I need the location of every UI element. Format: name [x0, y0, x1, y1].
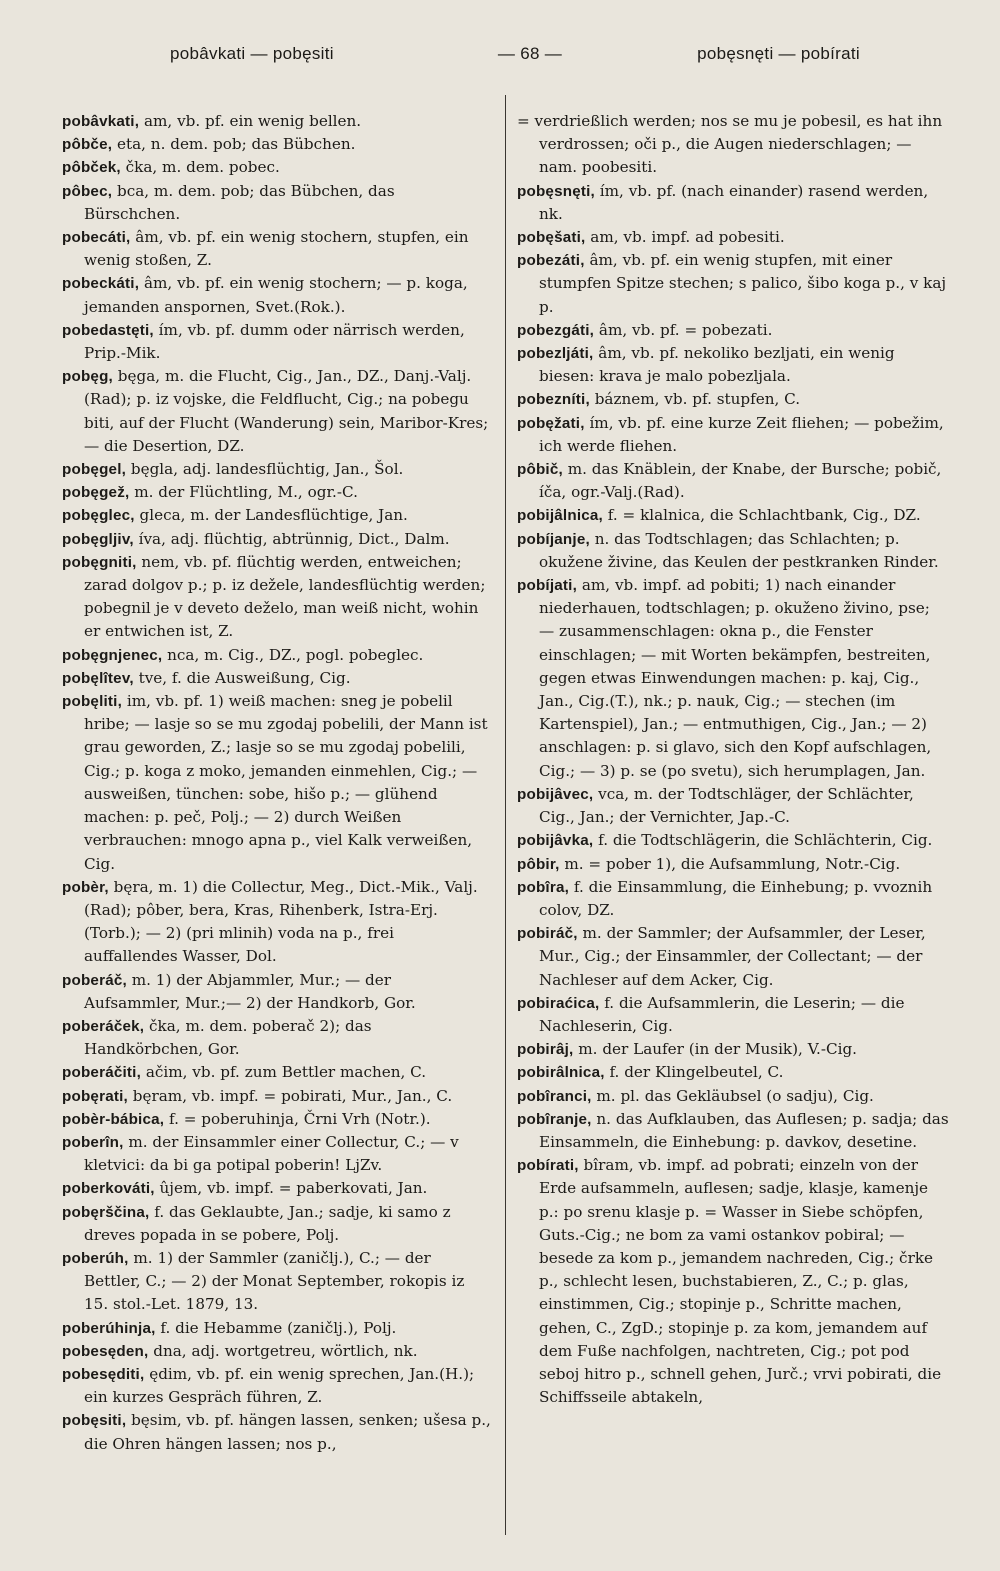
- entry-headword: pobirâj,: [517, 1041, 574, 1059]
- entry-headword: pobijâvec,: [517, 785, 594, 803]
- dictionary-entry: [62, 365, 492, 458]
- entry-definition: f. = poberuhinja, Črni Vrh (Notr.).: [164, 1109, 431, 1128]
- entry-definition: čka, m. dem. pobec.: [120, 158, 280, 177]
- entry-definition: m. der Einsammler einer Collectur, C.; — v kletvici: da bi ga potipal poberin! LjZv.: [84, 1132, 459, 1175]
- dictionary-entry: [62, 1131, 492, 1177]
- entry-headword: pobęgniti,: [62, 553, 137, 571]
- entry-headword: pobęlîtev,: [62, 669, 134, 687]
- entry-definition: âm, vb. pf. ein wenig stochern; — p. koga, jemanden anspornen, Svet.(Rok.).: [84, 274, 468, 316]
- entry-headword: pobíjati,: [517, 577, 578, 595]
- entry-headword: pobírati,: [517, 1157, 579, 1175]
- dictionary-entry: [517, 458, 949, 504]
- entry-definition: nem, vb. pf. flüchtig werden, entweichen; zarad dolgov p.; p. iz dežele, landesflüchtig werden; pobegnil je v deveto deželo, man weiß nicht, wohin er entwichen ist, Z.: [84, 552, 486, 641]
- entry-definition: m. 1) der Abjammler, Mur.; — der Aufsammler, Mur.;— 2) der Handkorb, Gor.: [84, 970, 416, 1012]
- dictionary-entry: [517, 992, 949, 1038]
- entry-definition: n. das Todtschlagen; das Schlachten; p. okužene živine, das Keulen der pestkranken Rinder.: [539, 529, 939, 571]
- dictionary-entry: [62, 1061, 492, 1084]
- dictionary-entry: [62, 133, 492, 156]
- header-left-range: pobâvkati — pobęsiti: [170, 44, 334, 63]
- entry-definition: âm, vb. pf. nekoliko bezljati, ein wenig biesen: krava je malo pobezljala.: [539, 344, 895, 386]
- dictionary-entry: [62, 1085, 492, 1108]
- entry-headword: pobèr-bábica,: [62, 1110, 165, 1128]
- dictionary-entry: [62, 1340, 492, 1363]
- dictionary-entry: [62, 1015, 492, 1061]
- dictionary-entry: [517, 574, 949, 783]
- dictionary-entry: [517, 1154, 949, 1409]
- dictionary-entry: [517, 504, 949, 527]
- entry-headword: pôbček,: [62, 159, 121, 177]
- dictionary-entry: [62, 1108, 492, 1131]
- entry-headword: pôbir,: [517, 855, 560, 873]
- entry-definition: m. = pober 1), die Aufsammlung, Notr.-Cig.: [559, 854, 901, 873]
- dictionary-entry: [62, 156, 492, 179]
- dictionary-entry: [62, 504, 492, 527]
- dictionary-entry: [517, 829, 949, 852]
- entry-definition: im, vb. pf. 1) weiß machen: sneg je pobelil hribe; — lasje so se mu zgodaj pobelili, der Mann ist grau geworden, Z.; lasje so se mu zgodaj pobelili, Cig.; p. koga z moko, jemanden einmehlen, Cig.; — ausweißen, tünchen: sobe, hišo p.; — glühend machen: p. peč, Polj.; — 2) durch Weißen verbrauchen: mnogo apna p., viel Kalk verweißen, Cig.: [84, 692, 488, 873]
- entry-headword: pobezgáti,: [517, 321, 595, 339]
- left-column: [62, 110, 492, 1456]
- entry-definition: f. die Hebamme (zaničlj.), Polj.: [155, 1318, 397, 1337]
- dictionary-entry: [62, 969, 492, 1015]
- entry-headword: pobiraćica,: [517, 994, 600, 1012]
- entry-definition: am, vb. pf. ein wenig bellen.: [139, 112, 362, 130]
- dictionary-entry: [62, 690, 492, 876]
- entry-headword: pobiráč,: [517, 925, 578, 943]
- entry-definition: nca, m. Cig., DZ., pogl. pobeglec.: [162, 645, 424, 664]
- dictionary-entry: [517, 388, 949, 411]
- dictionary-entry: [517, 180, 949, 226]
- entry-headword: pôbič,: [517, 461, 563, 479]
- dictionary-entry: [62, 528, 492, 551]
- entry-definition: ędim, vb. pf. ein wenig sprechen, Jan.(H.); ein kurzes Gespräch führen, Z.: [84, 1364, 475, 1407]
- entry-definition: m. der Laufer (in der Musik), V.-Cig.: [573, 1040, 858, 1059]
- entry-headword: pobęglec,: [62, 507, 135, 525]
- entry-headword: pobęrati,: [62, 1087, 128, 1105]
- dictionary-entry: [62, 1247, 492, 1317]
- dictionary-entry: [62, 551, 492, 644]
- dictionary-entry: [517, 412, 949, 458]
- entry-definition: eta, n. dem. pob; das Bübchen.: [112, 135, 356, 154]
- dictionary-entry: [62, 180, 492, 226]
- entry-headword: pobęšati,: [517, 229, 586, 247]
- entry-headword: pobirâlnica,: [517, 1064, 605, 1082]
- dictionary-entry: [517, 853, 949, 876]
- entry-definition: ím, vb. pf. eine kurze Zeit fliehen; — pobežim, ich werde fliehen.: [539, 413, 944, 455]
- entry-definition: čka, m. dem. poberač 2); das Handkörbchen, Gor.: [84, 1016, 372, 1059]
- entry-definition: âm, vb. pf. ein wenig stupfen, mit einer stumpfen Spitze stechen; s palico, šibo koga p., v kaj p.: [539, 251, 947, 316]
- entry-headword: pobęžati,: [517, 414, 585, 432]
- entry-definition: ûjem, vb. impf. = paberkovati, Jan.: [154, 1179, 428, 1198]
- dictionary-entry: [62, 1409, 492, 1455]
- page-header: [60, 44, 940, 74]
- dictionary-entry: [517, 342, 949, 388]
- entry-definition: bęga, m. die Flucht, Cig., Jan., DZ., Danj.-Valj.(Rad); p. iz vojske, die Feldflucht, Cig.; na pobegu biti, auf der Flucht (Wanderung) sein, Maribor-Kres; — die Desertion, DZ.: [84, 367, 489, 455]
- page-number: — 68 —: [497, 44, 563, 63]
- entry-headword: poberúh,: [62, 1249, 129, 1267]
- entry-headword: poberúhinja,: [62, 1319, 156, 1337]
- entry-definition: = verdrießlich werden; nos se mu je pobesil, es hat ihn verdrossen; oči p., die Augen niederschlagen; — nam. poobesiti.: [517, 112, 943, 177]
- entry-headword: poberáčiti,: [62, 1064, 141, 1082]
- column-divider: [505, 95, 506, 1535]
- entry-headword: pobęg,: [62, 368, 113, 386]
- dictionary-entry: [517, 1038, 949, 1061]
- header-right-range: pobęsnęti — pobírati: [697, 44, 860, 63]
- entry-definition: tve, f. die Ausweißung, Cig.: [133, 668, 351, 687]
- entry-definition: m. pl. das Gekläubsel (o sadju), Cig.: [591, 1086, 874, 1105]
- dictionary-entry: [62, 110, 492, 133]
- dictionary-entry: [62, 1177, 492, 1200]
- dictionary-entry: [62, 644, 492, 667]
- entry-definition: báznem, vb. pf. stupfen, C.: [589, 390, 801, 409]
- entry-definition: ím, vb. pf. (nach einander) rasend werden, nk.: [539, 181, 929, 223]
- entry-definition: bęsim, vb. pf. hängen lassen, senken; ušesa p., die Ohren hängen lassen; nos p.,: [84, 1411, 491, 1453]
- entry-definition: f. die Einsammlung, die Einhebung; p. vvoznih colov, DZ.: [539, 877, 933, 919]
- dictionary-entry: [517, 1085, 949, 1108]
- entry-headword: pobęgljiv,: [62, 530, 134, 548]
- entry-definition: f. die Todtschlägerin, die Schlächterin, Cig.: [593, 831, 933, 850]
- entry-definition: íva, adj. flüchtig, abtrünnig, Dict., Dalm.: [133, 529, 450, 548]
- dictionary-entry: [62, 1201, 492, 1247]
- entry-definition: m. das Knäblein, der Knabe, der Bursche; pobič, íča, ogr.-Valj.(Rad).: [539, 460, 942, 502]
- entry-definition: âm, vb. pf. ein wenig stochern, stupfen, ein wenig stoßen, Z.: [84, 228, 469, 270]
- entry-headword: pobęgnjenec,: [62, 646, 163, 664]
- entry-definition: bęra, m. 1) die Collectur, Meg., Dict.-Mik., Valj.(Rad); pôber, bera, Kras, Rihenberk, Istra-Erj.(Torb.); — 2) (pri mlinih) voda na p., frei auffallendes Wasser, Dol.: [84, 877, 478, 966]
- entry-definition: âm, vb. pf. = pobezati.: [594, 320, 773, 339]
- entry-headword: pobîra,: [517, 878, 570, 896]
- entry-definition: bca, m. dem. pob; das Bübchen, das Bürschchen.: [84, 181, 395, 223]
- entry-headword: poberáč,: [62, 971, 127, 989]
- entry-headword: pobęgel,: [62, 461, 127, 479]
- dictionary-entry: [517, 922, 949, 992]
- dictionary-entry: [517, 110, 949, 180]
- entry-headword: pobezáti,: [517, 252, 585, 270]
- dictionary-entry: [517, 876, 949, 922]
- entry-definition: ačim, vb. pf. zum Bettler machen, C.: [141, 1063, 427, 1082]
- entry-headword: pobijâvka,: [517, 832, 594, 850]
- entry-definition: f. die Aufsammlerin, die Leserin; — die Nachleserin, Cig.: [539, 993, 905, 1035]
- entry-definition: n. das Aufklauben, das Auflesen; p. sadja; das Einsammeln, die Einhebung: p. davkov, desetine.: [539, 1109, 949, 1151]
- entry-headword: pôbec,: [62, 182, 113, 200]
- entry-headword: pobęsiti,: [62, 1412, 127, 1430]
- entry-headword: pobîranci,: [517, 1087, 592, 1105]
- dictionary-entry: [62, 272, 492, 318]
- dictionary-entry: [62, 1317, 492, 1340]
- entry-headword: poberîn,: [62, 1133, 124, 1151]
- entry-headword: pobâvkati,: [62, 113, 140, 130]
- entry-headword: pobíjanje,: [517, 530, 590, 548]
- entry-definition: am, vb. impf. ad pobesiti.: [585, 228, 785, 247]
- entry-headword: pobecáti,: [62, 229, 131, 247]
- entry-headword: pobezljáti,: [517, 345, 594, 363]
- entry-definition: gleca, m. der Landesflüchtige, Jan.: [134, 506, 408, 525]
- entry-definition: m. der Flüchtling, M., ogr.-C.: [129, 483, 358, 502]
- entry-definition: m. der Sammler; der Aufsammler, der Leser, Mur., Cig.; der Einsammler, der Collectant; — der Nachleser auf dem Acker, Cig.: [539, 924, 926, 989]
- entry-headword: pobesęditi,: [62, 1365, 145, 1383]
- entry-definition: f. der Klingelbeutel, C.: [604, 1063, 784, 1082]
- dictionary-entry: [62, 458, 492, 481]
- entry-headword: pobęrščina,: [62, 1203, 150, 1221]
- entry-definition: bîram, vb. impf. ad pobrati; einzeln von der Erde aufsammeln, auflesen; sadje, klasje, kamenje p.: po srenu klasje p. = Wasser in Siebe schöpfen, Guts.-Cig.; ne bom za vami ostankov pobiral; — besede za kom p., jemandem nachreden, Cig.; črke p., schlecht lesen, buchstabieren, Z., C.; p. glas, einstimmen, Cig.; stopinje p., Schritte machen, gehen, C., ZgD.; stopinje p. za kom, jemandem auf dem Fuße nachfolgen, nachtreten, Cig.; pot pod seboj hitro p., schnell gehen, Jurč.; vrvi pobirati, die Schiffsseile abtakeln,: [539, 1156, 942, 1407]
- dictionary-entry: [62, 667, 492, 690]
- entry-headword: pobęliti,: [62, 693, 123, 711]
- entry-headword: pobezníti,: [517, 391, 590, 409]
- entry-definition: bęram, vb. impf. = pobirati, Mur., Jan., C.: [127, 1086, 453, 1105]
- entry-definition: f. = klalnica, die Schlachtbank, Cig., DZ.: [602, 506, 921, 525]
- entry-definition: ím, vb. pf. dumm oder närrisch werden, Prip.-Mik.: [84, 320, 465, 363]
- dictionary-entry: [517, 319, 949, 342]
- entry-headword: poberkováti,: [62, 1180, 155, 1198]
- entry-headword: pobeckáti,: [62, 275, 140, 293]
- dictionary-entry: [62, 876, 492, 969]
- entry-headword: pôbče,: [62, 136, 113, 154]
- dictionary-entry: [517, 226, 949, 249]
- entry-definition: f. das Geklaubte, Jan.; sadje, ki samo z dreves popada in se pobere, Polj.: [84, 1202, 451, 1244]
- dictionary-entry: [62, 1363, 492, 1409]
- entry-definition: m. 1) der Sammler (zaničlj.), C.; — der Bettler, C.; — 2) der Monat September, rokopis iz 15. stol.-Let. 1879, 13.: [84, 1248, 465, 1314]
- dictionary-entry: [62, 226, 492, 272]
- entry-definition: dna, adj. wortgetreu, wörtlich, nk.: [148, 1341, 418, 1360]
- entry-definition: vca, m. der Todtschläger, der Schlächter, Cig., Jan.; der Vernichter, Jap.-C.: [539, 784, 914, 827]
- entry-headword: pobijâlnica,: [517, 507, 603, 525]
- entry-headword: pobęsnęti,: [517, 182, 595, 200]
- dictionary-entry: [62, 319, 492, 365]
- dictionary-entry: [62, 481, 492, 504]
- entry-definition: am, vb. impf. ad pobiti; 1) nach einander niederhauen, todtschlagen; p. okuženo živino, pse; — zusammenschlagen: okna p., die Fenster einschlagen; — mit Worten bekämpfen, bestreiten, gegen etwas Einwendungen machen: p. kaj, Cig., Jan., Cig.(T.), nk.; p. nauk, Cig.; — stechen (im Kartenspiel), Jan.; — entmuthigen, Cig., Jan.; — 2) anschlagen: p. si glavo, sich den Kopf aufschlagen, Cig.; — 3) p. se (po svetu), sich herumplagen, Jan.: [539, 576, 932, 780]
- dictionary-entry: [517, 783, 949, 829]
- entry-headword: pobèr,: [62, 878, 109, 896]
- entry-headword: poberáček,: [62, 1017, 145, 1035]
- dictionary-entry: [517, 1108, 949, 1154]
- dictionary-entry: [517, 249, 949, 319]
- entry-headword: pobedastęti,: [62, 321, 154, 339]
- dictionary-entry: [517, 1061, 949, 1084]
- dictionary-entry: [517, 528, 949, 574]
- entry-headword: pobęgež,: [62, 484, 130, 502]
- entry-headword: pobîranje,: [517, 1110, 592, 1128]
- entry-headword: pobesęden,: [62, 1342, 149, 1360]
- right-column: [517, 110, 949, 1409]
- entry-definition: bęgla, adj. landesflüchtig, Jan., Šol.: [126, 460, 404, 479]
